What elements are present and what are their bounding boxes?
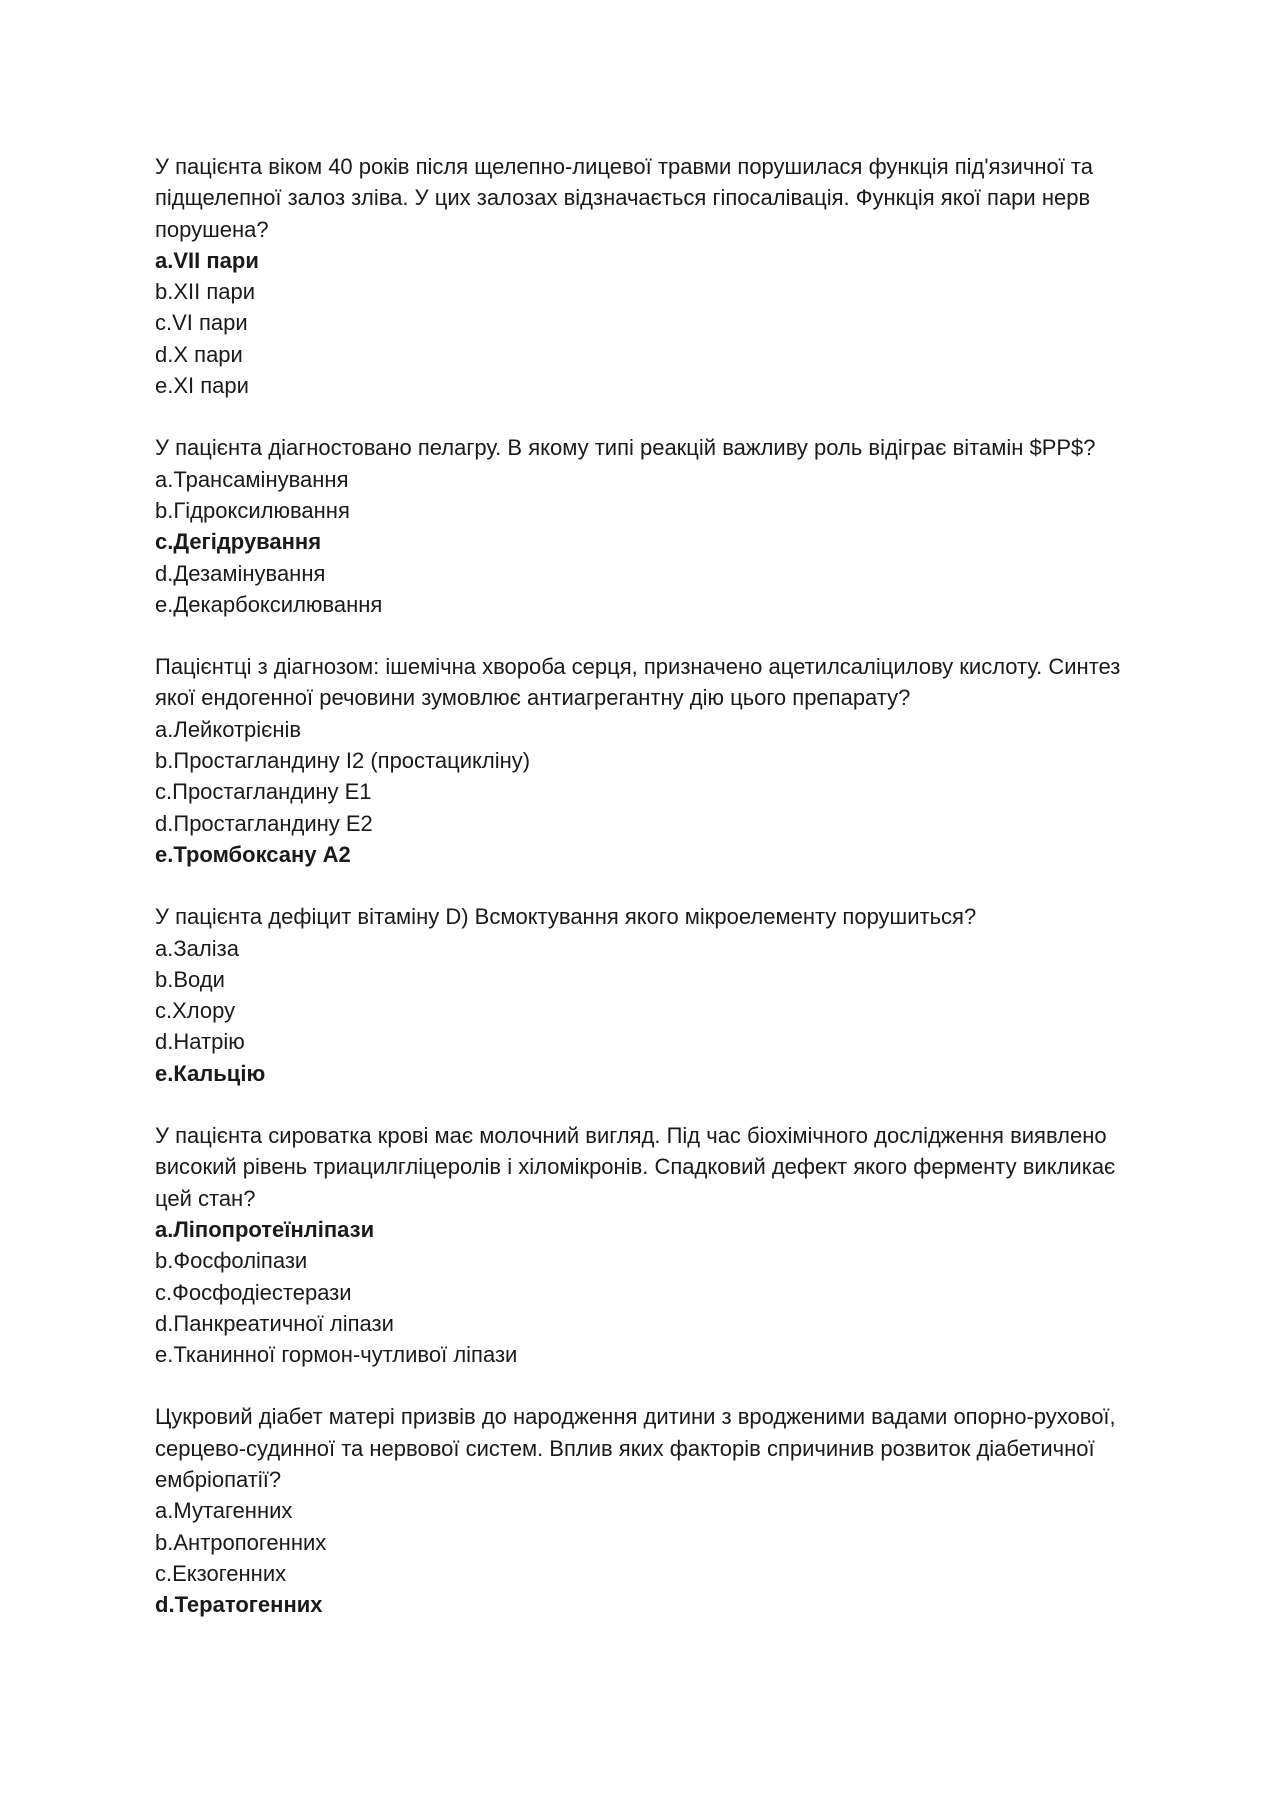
option-letter: b	[155, 748, 168, 774]
option-separator: .	[167, 810, 174, 836]
option-letter: b	[155, 1529, 168, 1555]
option-text: Води	[173, 966, 225, 992]
option-text: Екзогенних	[172, 1560, 287, 1586]
answer-option	[155, 776, 1155, 807]
option-separator: .	[167, 1498, 174, 1524]
option-letter: c	[155, 529, 168, 555]
option-separator: .	[166, 310, 173, 336]
option-text: Тканинної гормон-чутливої ліпази	[173, 1342, 518, 1368]
answer-option	[155, 808, 1155, 839]
option-separator: .	[167, 529, 174, 555]
question-block	[155, 432, 1155, 620]
option-text: Простагландину Е2	[173, 810, 373, 836]
question-text: У пацієнта віком 40 років після щелепно-лицевої травми порушилася функція під'язичної та підщелепної залоз зліва. У цих залозах відзначається гіпосалівація. Функція якої пари нерв порушена?	[155, 154, 1093, 242]
option-text: Дегідрування	[173, 529, 322, 555]
answer-option-correct	[155, 1214, 1155, 1245]
option-text: Фосфоліпази	[173, 1248, 308, 1274]
option-separator: .	[167, 591, 174, 617]
option-letter: a	[155, 466, 168, 492]
answer-option-correct	[155, 839, 1155, 870]
answer-option	[155, 995, 1155, 1026]
answer-option	[155, 1308, 1155, 1339]
question-block	[155, 901, 1155, 1089]
question-text: У пацієнта сироватка крові має молочний вигляд. Під час біохімічного дослідження виявлено високий рівень триацилгліцеролів і хіломікронів. Спадковий дефект якого ферменту викликає цей стан?	[155, 1123, 1116, 1211]
option-separator: .	[167, 1529, 174, 1555]
answer-option	[155, 558, 1155, 589]
question-block	[155, 151, 1155, 401]
answer-option	[155, 1339, 1155, 1370]
option-letter: e	[155, 1060, 168, 1086]
option-letter: d	[155, 560, 168, 586]
option-separator: .	[166, 1279, 173, 1305]
question-block	[155, 1401, 1155, 1620]
option-separator: .	[167, 247, 174, 273]
option-text: Мутагенних	[173, 1498, 293, 1524]
option-letter: d	[155, 1310, 168, 1336]
option-letter: e	[155, 591, 168, 617]
option-text: XII пари	[173, 279, 256, 305]
option-letter: b	[155, 1248, 168, 1274]
option-separator: .	[167, 1310, 174, 1336]
option-letter: e	[155, 373, 168, 399]
question-text: У пацієнта діагностовано пелагру. В якому типі реакцій важливу роль відіграє вітамін $PP$?	[155, 435, 1096, 461]
answer-option	[155, 276, 1155, 307]
option-letter: c	[155, 1279, 166, 1305]
option-letter: b	[155, 966, 168, 992]
option-text: XI пари	[173, 373, 249, 399]
option-separator: .	[166, 998, 173, 1024]
option-text: Ліпопротеїнліпази	[173, 1216, 375, 1242]
option-text: Фосфодіестерази	[172, 1279, 352, 1305]
option-letter: c	[155, 310, 166, 336]
option-separator: .	[167, 748, 174, 774]
option-separator: .	[166, 1560, 173, 1586]
answer-option	[155, 370, 1155, 401]
option-text: Антропогенних	[173, 1529, 327, 1555]
option-separator: .	[167, 1029, 174, 1055]
option-separator: .	[167, 1342, 174, 1368]
option-letter: d	[155, 810, 168, 836]
option-separator: .	[168, 1592, 175, 1618]
option-letter: b	[155, 497, 168, 523]
option-letter: e	[155, 1342, 168, 1368]
answer-option	[155, 745, 1155, 776]
option-separator: .	[167, 1216, 174, 1242]
option-separator: .	[167, 373, 174, 399]
answer-option	[155, 1558, 1155, 1589]
answer-option	[155, 495, 1155, 526]
option-separator: .	[167, 341, 174, 367]
answer-option	[155, 307, 1155, 338]
option-separator: .	[167, 497, 174, 523]
option-text: Простагландину I2 (простацикліну)	[173, 748, 531, 774]
answer-option	[155, 1026, 1155, 1057]
answer-option-correct	[155, 526, 1155, 557]
option-text: VII пари	[173, 247, 259, 273]
option-separator: .	[167, 279, 174, 305]
option-text: VI пари	[172, 310, 248, 336]
option-separator: .	[167, 1248, 174, 1274]
question-text: Пацієнтці з діагнозом: ішемічна хвороба серця, призначено ацетилсаліцилову кислоту. Синтез якої ендогенної речовини зумовлює антиагрегантну дію цього препарату?	[155, 654, 1121, 711]
answer-option	[155, 1527, 1155, 1558]
option-separator: .	[167, 560, 174, 586]
option-separator: .	[167, 466, 174, 492]
option-letter: d	[155, 341, 168, 367]
option-letter: c	[155, 779, 166, 805]
answer-option-correct	[155, 245, 1155, 276]
option-letter: b	[155, 279, 168, 305]
option-letter: a	[155, 716, 168, 742]
option-letter: a	[155, 1498, 168, 1524]
option-letter: a	[155, 1216, 168, 1242]
question-text: Цукровий діабет матері призвів до народження дитини з вродженими вадами опорно-рухової, серцево-судинної та нервової систем. Вплив яких факторів спричинив розвиток діабетичної ембріопатії?	[155, 1404, 1116, 1492]
option-letter: c	[155, 998, 166, 1024]
option-separator: .	[167, 1060, 174, 1086]
option-text: Простагландину Е1	[172, 779, 372, 805]
answer-option	[155, 339, 1155, 370]
option-text: Панкреатичної ліпази	[173, 1310, 394, 1336]
answer-option	[155, 964, 1155, 995]
question-block	[155, 1120, 1155, 1370]
option-text: Дезамінування	[173, 560, 326, 586]
option-letter: c	[155, 1560, 166, 1586]
option-text: Натрію	[173, 1029, 245, 1055]
answer-option	[155, 1245, 1155, 1276]
option-text: Гідроксилювання	[173, 497, 350, 523]
answer-option	[155, 933, 1155, 964]
option-separator: .	[167, 841, 174, 867]
option-letter: d	[155, 1592, 169, 1618]
option-separator: .	[166, 779, 173, 805]
option-letter: d	[155, 1029, 168, 1055]
option-separator: .	[167, 716, 174, 742]
question-text: У пацієнта дефіцит вітаміну D) Всмоктування якого мікроелементу порушиться?	[155, 904, 977, 930]
option-separator: .	[167, 935, 174, 961]
option-text: X пари	[173, 341, 243, 367]
answer-option-correct	[155, 1058, 1155, 1089]
question-list	[155, 151, 1155, 1651]
option-text: Декарбоксилювання	[173, 591, 383, 617]
option-text: Лейкотрієнів	[173, 716, 302, 742]
option-separator: .	[167, 966, 174, 992]
answer-option	[155, 1495, 1155, 1526]
option-text: Заліза	[173, 935, 239, 961]
option-text: Тератогенних	[174, 1592, 323, 1618]
option-letter: a	[155, 247, 168, 273]
option-text: Хлору	[172, 998, 236, 1024]
option-text: Тромбоксану А2	[173, 841, 351, 867]
answer-option	[155, 714, 1155, 745]
question-block	[155, 651, 1155, 870]
answer-option	[155, 589, 1155, 620]
answer-option	[155, 1277, 1155, 1308]
option-text: Трансамінування	[173, 466, 349, 492]
answer-option-correct	[155, 1589, 1155, 1620]
answer-option	[155, 464, 1155, 495]
option-letter: e	[155, 841, 168, 867]
option-letter: a	[155, 935, 168, 961]
option-text: Кальцію	[173, 1060, 266, 1086]
